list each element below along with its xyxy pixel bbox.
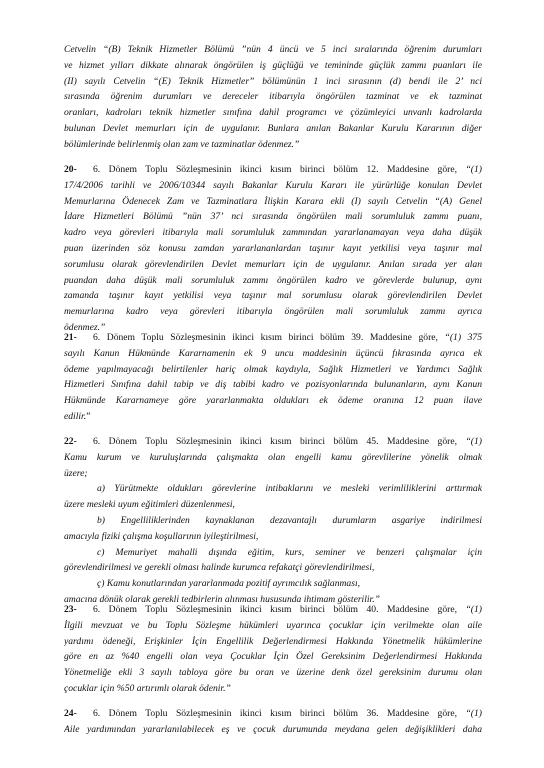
text-line: kadro veya görevleri itibarıyla mali sorumluluk zammından yararlanamayan veya daha düşük [64, 227, 482, 239]
text-line: amacıyla fiziki çalışma koşullarının iyileştirilmesi, [64, 530, 259, 542]
text-line: Cetvelin “(B) Teknik Hizmetler Bölümü ”nün 4 üncü ve 5 inci sıralarında öğrenim durumları [64, 44, 482, 55]
text-line: göre en az %40 engelli olan veya Çocuklar İçin Özel Gereksinim Değerlendirmesi Hakkında [64, 651, 482, 663]
text-line: yardımı ödeneği, Erişkinler İçin Engellilik Değerlendirmesi Hakkında Yönetmelik hükümlerine [64, 635, 482, 647]
paragraph-lead: 6. Dönem Toplu Sözleşmesinin ikinci kısım birinci bölüm 36. Maddesine göre, [93, 708, 457, 719]
text-line: Aile yardımından yararlanılabilecek eş ve çocuk durumunda meydana gelen değişiklikleri daha [64, 723, 482, 735]
list-item-c-cedilla: ç) Kamu konutlarından yararlanmada pozitif ayrımcılık sağlanması, [97, 578, 361, 590]
paragraph-20 [64, 162, 482, 336]
text-line: oranları, kadroları teknik hizmetler sınıfına dahil programcı ve çözümleyici unvanlı kadrolarda [64, 107, 482, 119]
paragraph-lead-quote: “(1) [465, 436, 482, 447]
text-line: (II) sayılı Cetvelin “(E) Teknik Hizmetler” bölümünün 1 inci sırasının (d) bendi ile 2’ nci [64, 75, 482, 87]
item-number: 20- [64, 164, 77, 175]
paragraph-lead-line [64, 602, 482, 618]
text-line: Yönetmeliğe ekli 3 sayılı tabloya göre bu oran ve üzerine denk özel gereksinim durumu olan [64, 667, 482, 679]
item-number: 24- [64, 708, 77, 719]
paragraph-lead-line [64, 706, 482, 722]
paragraph-23 [64, 602, 482, 697]
text-line: ödenmez.” [64, 321, 106, 333]
paragraph-19-continuation [64, 42, 482, 153]
paragraph-lead: 6. Dönem Toplu Sözleşmesinin ikinci kısım birinci bölüm 45. Maddesine göre, [93, 436, 457, 447]
list-item-c: c) Memuriyet mahalli dışında eğitim, kurs, seminer ve benzeri çalışmalar için [97, 546, 482, 558]
text-line: sorumlusu olarak görevlendirilen Devlet memurları için de uygulanır. Anılan sırada yer alan [64, 258, 482, 270]
paragraph-lead: 6. Dönem Toplu Sözleşmesinin ikinci kısım birinci bölüm 39. Maddesine göre, [93, 332, 438, 343]
paragraph-22 [64, 434, 482, 608]
text-line: puan üzerinden söz konusu zamdan yararlananlardan taşınır kayıt yetkilisi veya taşınır mal [64, 242, 482, 254]
text-line-main: edilir. [64, 410, 87, 422]
text-line: üzere; [64, 467, 88, 479]
paragraph-lead-line [64, 434, 482, 450]
paragraph-lead-line [64, 330, 482, 346]
text-line: İdare Hizmetleri Bölümü ”nün 37’ nci sırasında öngörülen mali sorumluluk zammı puanı, [64, 211, 482, 223]
text-line: bulunan Devlet memurları için de uygulanır. Bunlara anılan Bakanlar Kurulu Kararının diğer [64, 122, 482, 134]
paragraph-lead-quote: “(1) [465, 164, 482, 175]
text-line: puandan daha düşük mali sorumluluk zammı öngörülen kadro ve görevlerde bulunup, aynı [64, 274, 482, 286]
list-item-b: b) Engelliliklerinden kaynaklanan dezavantajlı durumların asgariye indirilmesi [97, 514, 482, 526]
text-line: bölümlerinde belirlenmiş olan zam ve tazminatlar ödenmez.” [64, 138, 300, 150]
paragraph-lead-quote: “(1) [465, 604, 482, 615]
text-line: İlgili mevzuat ve bu Toplu Sözleşme hükümleri uyarınca çocuklar için verilmekte olan aile [64, 619, 482, 631]
text-line: ödeme yapılmayacağı belirtilenler hariç olmak kaydıyla, Sağlık Hizmetleri ve Yardımcı Sağlık [64, 363, 482, 375]
paragraph-lead-quote: “(1) [465, 708, 482, 719]
text-line: zamanda taşınır kayıt yetkilisi veya taşınır mal sorumlusu olarak görevlendirilen Devlet [64, 290, 482, 302]
text-line: Hizmetleri Sınıfına dahil tabip ve diş tabibi kadro ve pozisyonlarında bulunanların, aynı Kanun [64, 379, 482, 391]
paragraph-lead-quote: “(1) 375 [444, 332, 482, 343]
text-line [64, 409, 482, 425]
text-line: 17/4/2006 tarihli ve 2006/10344 sayılı Bakanlar Kurulu Kararı ile yürürlüğe konulan Devlet [64, 179, 482, 191]
text-line: Hükmünde Kararnameye göre yararlanmakta oldukları ek ödeme oranına 12 puan ilave [64, 395, 482, 407]
text-line: görevlendirilmesi ve gerekli olması halinde kurumca refakatçi görevlendirilmesi, [64, 562, 375, 574]
text-line: sayılı Kanun Hükmünde Kararnamenin ek 9 uncu maddesinin üçüncü fıkrasında ayrıca ek [64, 347, 482, 359]
closing-quote: ” [86, 410, 91, 422]
text-line: üzere mesleki uyum eğitimleri düzenlenmesi, [64, 499, 235, 511]
paragraph-lead-line [64, 162, 482, 178]
text-line: amacına dönük olarak gerekli tedbirlerin alınması hususunda ihtimam gösterilir.” [64, 593, 380, 605]
list-item-a: a) Yürütmekte oldukları görevlerine intibaklarını ve mesleki verimliliklerini arttırmak [97, 483, 482, 495]
paragraph-21 [64, 330, 482, 425]
text-line: sırasında öğrenim durumları ve dereceler itibarıyla öngörülen tazminat ve ek tazminat [64, 91, 482, 103]
text-line: Kamu kurum ve kuruluşlarında çalışmakta olan engelli kamu görevlilerine yönelik olmak [64, 451, 482, 463]
item-number: 23- [64, 604, 77, 615]
text-line: memurlarına kadro veya görevleri itibarıyla öngörülen mali sorumluluk zammı ayrıca [64, 306, 482, 318]
text-line: Memurlarına Ödenecek Zam ve Tazminatlara İlişkin Karara ekli (I) sayılı Cetvelin “(A) Genel [64, 195, 482, 207]
text-line: çocuklar için %50 artırımlı olarak ödenir.” [64, 682, 231, 694]
paragraph-24 [64, 706, 482, 738]
item-number: 21- [64, 332, 77, 343]
text-line: ve hizmet yılları dikkate alınarak öngörülen iş güçlüğü ve temininde güçlük zammı puanları ile [64, 59, 482, 71]
item-number: 22- [64, 436, 77, 447]
paragraph-lead: 6. Dönem Toplu Sözleşmesinin ikinci kısım birinci bölüm 12. Maddesine göre, [93, 164, 457, 175]
paragraph-lead: 6. Dönem Toplu Sözleşmesinin ikinci kısım birinci bölüm 40. Maddesine göre, [93, 604, 457, 615]
